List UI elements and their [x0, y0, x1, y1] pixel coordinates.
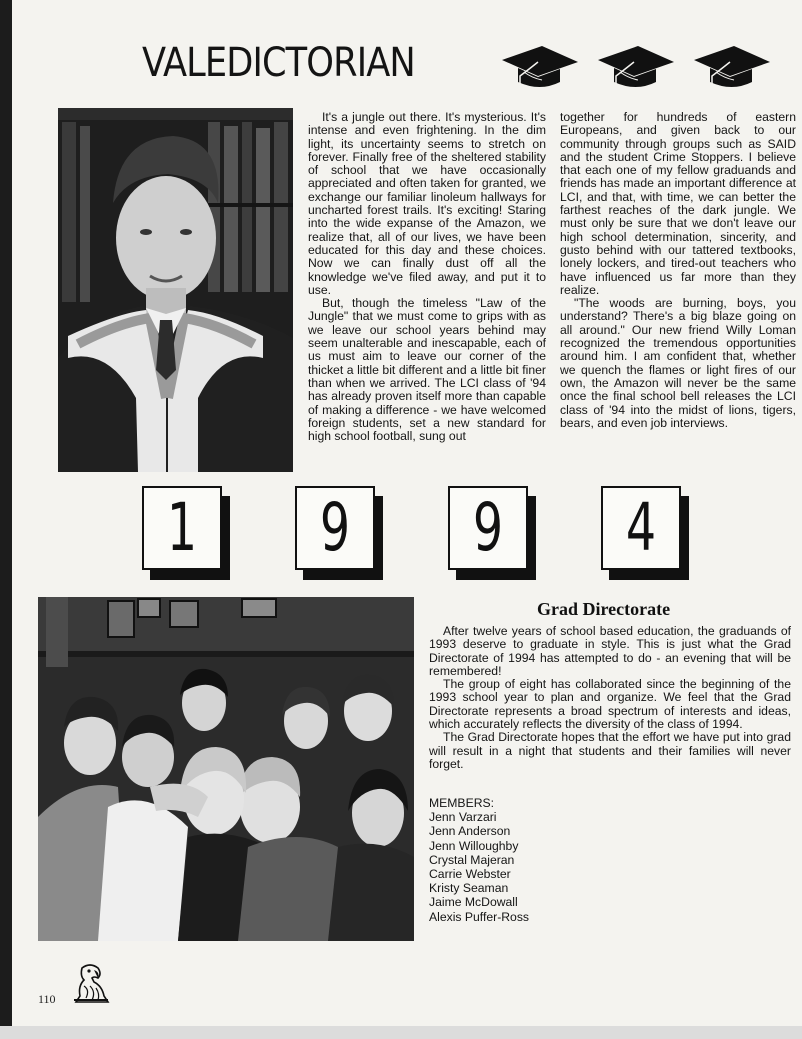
valedictorian-text-column-1	[308, 111, 546, 476]
member-name: Jenn Varzari	[429, 810, 497, 825]
valedictorian-paragraph: It's a jungle out there. It's mysterious. It's intense and even frightening. In the dim light, its uncertainty seems to stretch on forever. Finally free of the sheltered stability of school that we have occasionally appreciated and often taken for granted, we exchange our familiar linoleum hallways for uncharted forest trails. It's exciting! Staring into the wide expanse of the Amazon, we realize that, all of our lives, we have been educated for this day and these choices. Now we can finally dust off all the knowledge we've filed away, and put it to use.	[308, 111, 546, 297]
member-name: Jaime McDowall	[429, 895, 518, 910]
valedictorian-paragraph: together for hundreds of eastern Europeans, and given back to our community through groups such as SAID and the student Crime Stoppers. I believe that each one of my fellow graduands and friends has made an important difference at LCI, and that, with time, we can better the farthest reaches of the dark jungle. We must only be sure that we don't leave our high school determination, sincerity, and gusto behind with our tattered textbooks, lonely lockers, and tired-out teachers who have influenced us far more than they realize.	[560, 111, 796, 297]
member-name: Jenn Anderson	[429, 824, 511, 839]
page-edge	[0, 1026, 802, 1039]
valedictorian-text-column-2	[560, 111, 796, 461]
grad-directorate-paragraph: After twelve years of school based education, the graduands of 1993 deserve to graduate in style. This is just what the Grad Directorate of 1994 has attempted to do - an evening that will be remembered!	[429, 625, 791, 678]
member-name: Alexis Puffer-Ross	[429, 909, 530, 924]
year-digit-box	[142, 486, 227, 574]
graduation-cap-icon	[594, 42, 676, 94]
valedictorian-paragraph: "The woods are burning, boys, you understand? There's a big blaze going on all around." Our new friend Willy Loman recognized the tremendous opportunities around him. I am confident that, whether we quench the flames or light fires of our own, the Amazon will never be the same once the final school bell releases the LCI class of '94 into the midst of lions, tigers, bears, and even job interviews.	[560, 296, 796, 430]
member-name: Carrie Webster	[429, 867, 511, 882]
year-digit: 4	[625, 489, 657, 566]
member-name: Crystal Majeran	[429, 852, 515, 867]
grad-directorate-paragraph: The group of eight has collaborated since the beginning of the 1993 school year to plan and organize. We feel that the Grad Directorate represents a broad spectrum of interests and ideas, which accurately reflects the diversity of the class of 1994.	[429, 677, 791, 732]
year-digit: 1	[166, 489, 198, 566]
valedictorian-photo	[58, 108, 293, 472]
grad-directorate-photo	[38, 597, 414, 941]
year-digit-box	[601, 486, 686, 574]
graduation-cap-icon	[690, 42, 772, 94]
valedictorian-paragraph: But, though the timeless "Law of the Jungle" that we must come to grips with as we leave our school years behind may seem unalterable and inescapable, each of us must aim to leave our corner of the thicket a little bit different and a little bit finer than when we arrived. The LCI class of '94 has already proven itself more than capable of making a difference - we have welcomed foreign students, set a new standard for high school football, sung out	[308, 296, 546, 444]
member-name: Kristy Seaman	[429, 881, 509, 896]
grad-directorate-paragraph: The Grad Directorate hopes that the effort we have put into grad will result in a night that students and their families will never forget.	[429, 730, 791, 771]
page-title: VALEDICTORIAN	[142, 40, 415, 86]
grad-directorate-heading: Grad Directorate	[537, 599, 671, 619]
year-digit: 9	[472, 489, 504, 566]
page-number: 110	[38, 992, 56, 1006]
parrot-mascot-icon	[68, 960, 112, 1004]
year-digit: 9	[319, 489, 351, 566]
year-digit-box	[448, 486, 533, 574]
year-digit-box	[295, 486, 380, 574]
graduation-cap-icon	[498, 42, 580, 94]
member-name: Jenn Willoughby	[429, 838, 519, 853]
members-label: MEMBERS:	[429, 796, 495, 810]
members-list	[429, 796, 629, 924]
grad-directorate-text	[429, 625, 791, 775]
